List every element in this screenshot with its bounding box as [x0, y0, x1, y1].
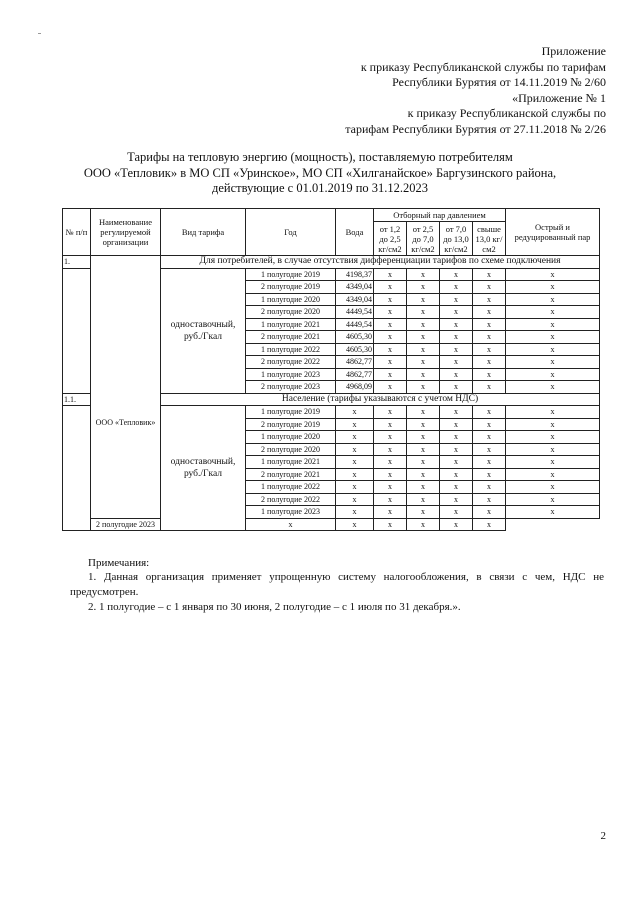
steam-value: х [407, 343, 440, 356]
steam-value: х [473, 493, 506, 506]
period-cell: 1 полугодие 2022 [246, 343, 336, 356]
steam-value: х [440, 356, 473, 369]
period-cell: 1 полугодие 2021 [246, 318, 336, 331]
steam-value: х [374, 406, 407, 419]
steam-value: х [440, 406, 473, 419]
steam-value: х [473, 343, 506, 356]
steam-value: х [374, 281, 407, 294]
steam-value: х [374, 431, 407, 444]
header-steam-4: свыше 13,0 кг/см2 [473, 222, 506, 256]
steam-value: х [440, 443, 473, 456]
steam-value: х [374, 331, 407, 344]
period-cell: 1 полугодие 2020 [246, 293, 336, 306]
steam-value: х [407, 331, 440, 344]
steam-value: х [473, 443, 506, 456]
period-cell: 1 полугодие 2023 [246, 506, 336, 519]
row-num [63, 268, 91, 393]
tariff-table [62, 208, 600, 531]
header-line: Приложение [541, 44, 606, 58]
water-value: 4968,09 [336, 381, 374, 394]
steam-value: х [374, 306, 407, 319]
water-value: х [336, 418, 374, 431]
sharp-value: х [473, 518, 506, 531]
steam-value: х [440, 481, 473, 494]
title-line: действующие с 01.01.2019 по 31.12.2023 [211, 181, 429, 195]
water-value: х [336, 468, 374, 481]
steam-value: х [440, 468, 473, 481]
steam-value: х [440, 431, 473, 444]
steam-value: х [473, 293, 506, 306]
steam-value: х [374, 456, 407, 469]
steam-value: х [440, 343, 473, 356]
header-steam-1: от 1,2 до 2,5 кг/см2 [374, 222, 407, 256]
steam-value: х [473, 356, 506, 369]
steam-value: х [440, 331, 473, 344]
water-value: х [336, 406, 374, 419]
steam-value: х [440, 456, 473, 469]
steam-value: х [473, 368, 506, 381]
water-value: 4605,30 [336, 343, 374, 356]
steam-value: х [407, 381, 440, 394]
steam-value: х [374, 381, 407, 394]
steam-value: х [374, 518, 407, 531]
water-value: 4862,77 [336, 356, 374, 369]
water-value: х [336, 431, 374, 444]
steam-value: х [407, 418, 440, 431]
steam-value: х [440, 493, 473, 506]
steam-value: х [473, 331, 506, 344]
row-num: 1.1. [63, 393, 91, 406]
header-steam-2: от 2,5 до 7,0 кг/см2 [407, 222, 440, 256]
note-item: 1. Данная организация применяет упрощенную систему налогообложения, в связи с чем, НДС не предусмотрен. [70, 571, 604, 598]
sharp-value: х [506, 343, 600, 356]
water-value: х [336, 493, 374, 506]
water-value: х [336, 506, 374, 519]
water-value: 4349,04 [336, 281, 374, 294]
water-value: 4198,37 [336, 268, 374, 281]
header-num: № п/п [63, 209, 91, 256]
steam-value: х [473, 456, 506, 469]
sharp-value: х [506, 331, 600, 344]
steam-value: х [440, 293, 473, 306]
sharp-value: х [506, 418, 600, 431]
steam-value: х [440, 318, 473, 331]
period-cell: 2 полугодие 2023 [246, 381, 336, 394]
header-line: Республики Бурятия от 14.11.2019 № 2/60 [392, 75, 606, 89]
water-value: х [336, 443, 374, 456]
steam-value: х [374, 318, 407, 331]
period-cell: 2 полугодие 2019 [246, 281, 336, 294]
water-value: 4449,54 [336, 318, 374, 331]
steam-value: х [407, 518, 440, 531]
tariff-type: одноставочный, руб./Гкал [161, 406, 246, 531]
steam-value: х [336, 518, 374, 531]
header-line: «Приложение № 1 [512, 90, 606, 105]
header-line: к приказу Республиканской службы по тарифам [360, 59, 606, 74]
title-line: Тарифы на тепловую энергию (мощность), поставляемую потребителям [127, 150, 513, 164]
steam-value: х [374, 506, 407, 519]
sharp-value: х [506, 306, 600, 319]
steam-value: х [407, 481, 440, 494]
period-cell: 2 полугодие 2022 [246, 356, 336, 369]
steam-value: х [374, 443, 407, 456]
row-num: 1. [63, 256, 91, 269]
period-cell: 1 полугодие 2019 [246, 268, 336, 281]
note-item: 2. 1 полугодие – с 1 января по 30 июня, 2 полугодие – с 1 июля по 31 декабря.». [88, 601, 461, 613]
notes-heading: Примечания: [88, 557, 150, 569]
steam-value: х [374, 268, 407, 281]
period-cell: 1 полугодие 2023 [246, 368, 336, 381]
steam-value: х [473, 431, 506, 444]
sharp-value: х [506, 468, 600, 481]
period-cell: 2 полугодие 2021 [246, 468, 336, 481]
water-value: 4605,30 [336, 331, 374, 344]
steam-value: х [407, 443, 440, 456]
steam-value: х [440, 268, 473, 281]
tariff-type: одноставочный, руб./Гкал [161, 268, 246, 393]
steam-value: х [407, 356, 440, 369]
sharp-value: х [506, 506, 600, 519]
steam-value: х [407, 493, 440, 506]
section-title: Для потребителей, в случае отсутствия дифференциации тарифов по схеме подключения [161, 256, 600, 269]
steam-value: х [407, 368, 440, 381]
steam-value: х [473, 481, 506, 494]
steam-value: х [374, 418, 407, 431]
steam-value: х [407, 506, 440, 519]
sharp-value: х [506, 443, 600, 456]
steam-value: х [407, 293, 440, 306]
period-cell: 2 полугодие 2020 [246, 306, 336, 319]
steam-value: х [374, 468, 407, 481]
document-header [345, 44, 606, 137]
row-num [63, 406, 91, 531]
header-water: Вода [336, 209, 374, 256]
steam-value: х [407, 268, 440, 281]
header-year: Год [246, 209, 336, 256]
steam-value: х [473, 281, 506, 294]
steam-value: х [473, 468, 506, 481]
steam-value: х [407, 468, 440, 481]
period-cell: 1 полугодие 2020 [246, 431, 336, 444]
sharp-value: х [506, 268, 600, 281]
steam-value: х [440, 368, 473, 381]
steam-value: х [374, 368, 407, 381]
sharp-value: х [506, 493, 600, 506]
steam-value: х [440, 506, 473, 519]
steam-value: х [374, 343, 407, 356]
sharp-value: х [506, 368, 600, 381]
period-cell: 1 полугодие 2019 [246, 406, 336, 419]
steam-value: х [473, 406, 506, 419]
water-value: х [336, 481, 374, 494]
sharp-value: х [506, 481, 600, 494]
period-cell: 2 полугодие 2020 [246, 443, 336, 456]
steam-value: х [407, 431, 440, 444]
sharp-value: х [506, 293, 600, 306]
steam-value: х [407, 318, 440, 331]
period-cell: 2 полугодие 2021 [246, 331, 336, 344]
steam-value: х [407, 306, 440, 319]
document-title [60, 150, 580, 197]
steam-value: х [473, 268, 506, 281]
steam-value: х [407, 456, 440, 469]
period-cell: 2 полугодие 2023 [91, 518, 161, 531]
steam-value: х [473, 506, 506, 519]
header-steam-3: от 7,0 до 13,0 кг/см2 [440, 222, 473, 256]
title-line: ООО «Тепловик» в МО СП «Уринское», МО СП «Хилганайское» Баргузинского района, [83, 165, 557, 180]
sharp-value: х [506, 431, 600, 444]
steam-value: х [374, 293, 407, 306]
steam-value: х [407, 406, 440, 419]
steam-value: х [374, 493, 407, 506]
period-cell: 1 полугодие 2021 [246, 456, 336, 469]
steam-value: х [440, 381, 473, 394]
water-value: х [336, 456, 374, 469]
period-cell: 2 полугодие 2022 [246, 493, 336, 506]
page-number: 2 [600, 830, 606, 842]
steam-value: х [440, 518, 473, 531]
header-org: Наименование регулируемой организации [91, 209, 161, 256]
steam-value: х [473, 318, 506, 331]
water-value: х [246, 518, 336, 531]
steam-value: х [440, 281, 473, 294]
water-value: 4349,04 [336, 293, 374, 306]
water-value: 4862,77 [336, 368, 374, 381]
steam-value: х [440, 306, 473, 319]
sharp-value: х [506, 318, 600, 331]
steam-value: х [374, 481, 407, 494]
steam-value: х [374, 356, 407, 369]
sharp-value: х [506, 456, 600, 469]
sharp-value: х [506, 281, 600, 294]
sharp-value: х [506, 406, 600, 419]
organization-cell: ООО «Тепловик» [91, 256, 161, 519]
header-line: к приказу Республиканской службы по [407, 106, 606, 120]
steam-value: х [473, 418, 506, 431]
header-type: Вид тарифа [161, 209, 246, 256]
steam-value: х [407, 281, 440, 294]
header-steam-group: Отборный пар давлением [374, 209, 506, 222]
water-value: 4449,54 [336, 306, 374, 319]
steam-value: х [440, 418, 473, 431]
period-cell: 1 полугодие 2022 [246, 481, 336, 494]
header-sharp: Острый и редуцированный пар [506, 209, 600, 256]
period-cell: 2 полугодие 2019 [246, 418, 336, 431]
section-title: Население (тарифы указываются с учетом НДС) [161, 393, 600, 406]
sharp-value: х [506, 356, 600, 369]
steam-value: х [473, 381, 506, 394]
header-line: тарифам Республики Бурятия от 27.11.2018 № 2/26 [345, 121, 606, 136]
scan-mark [38, 33, 41, 34]
sharp-value: х [506, 381, 600, 394]
steam-value: х [473, 306, 506, 319]
